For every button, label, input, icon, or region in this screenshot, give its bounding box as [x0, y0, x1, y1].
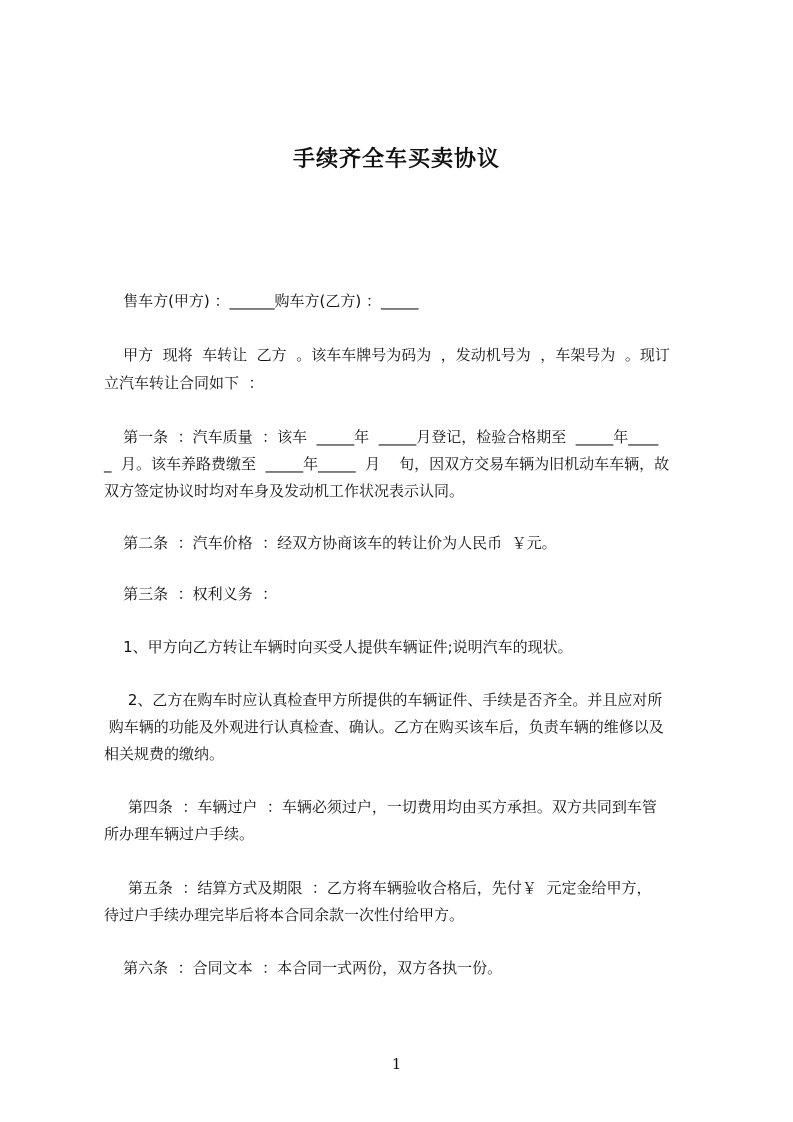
article-3-item-2-line-1: 2、乙方在购车时应认真检查甲方所提供的车辆证件、手续是否齐全。并且应对所 — [104, 691, 663, 709]
article-3-item-1: 1、甲方向乙方转让车辆时向买受人提供车辆证件;说明汽车的现状。 — [104, 638, 573, 656]
article-1-line-2: _ 月。该车养路费缴至 _____年_____ 月 旬，因双方交易车辆为旧机动车车辆，故 — [104, 455, 670, 473]
article-1-line-1: 第一条 ：汽车质量 ：该车 _____年 _____月登记，检验合格期至 _____年____ — [104, 428, 659, 446]
article-5-line-1: 第五条 ：结算方式及期限 ：乙方将车辆验收合格后，先付￥ 元定金给甲方， — [104, 879, 652, 897]
intro-line-1: 甲方 现将 车转让 乙方 。该车车牌号为码为 ，发动机号为 ，车架号为 。现订 — [104, 346, 670, 364]
document-title: 手续齐全车买卖协议 — [292, 147, 500, 172]
article-3-heading: 第三条 ：权利义务 ： — [104, 585, 278, 603]
seller-buyer-line: 售车方(甲方) ：______购车方(乙方) ：_____ — [104, 292, 419, 310]
article-4-line-1: 第四条 ：车辆过户 ：车辆必须过户，一切费用均由买方承担。双方共同到车管 — [104, 798, 657, 816]
article-6-line: 第六条 ：合同文本 ：本合同一式两份，双方各执一份。 — [104, 959, 503, 977]
article-5-line-2: 待过户手续办理完毕后将本合同余款一次性付给甲方。 — [104, 906, 465, 924]
page-number: 1 — [391, 1055, 402, 1073]
article-4-line-2: 所办理车辆过户手续。 — [104, 825, 255, 843]
article-1-line-3: 双方签定协议时均对车身及发动机工作状况表示认同。 — [104, 482, 465, 500]
intro-line-2: 立汽车转让合同如下 ： — [104, 374, 264, 392]
article-3-item-2-line-3: 相关规费的缴纳。 — [104, 745, 225, 763]
article-3-item-2-line-2: 购车辆的功能及外观进行认真检查、确认。乙方在购买该车后，负责车辆的维修以及 — [104, 718, 664, 736]
article-2-line: 第二条 ：汽车价格 ：经双方协商该车的转让价为人民币 ￥元。 — [104, 534, 557, 552]
